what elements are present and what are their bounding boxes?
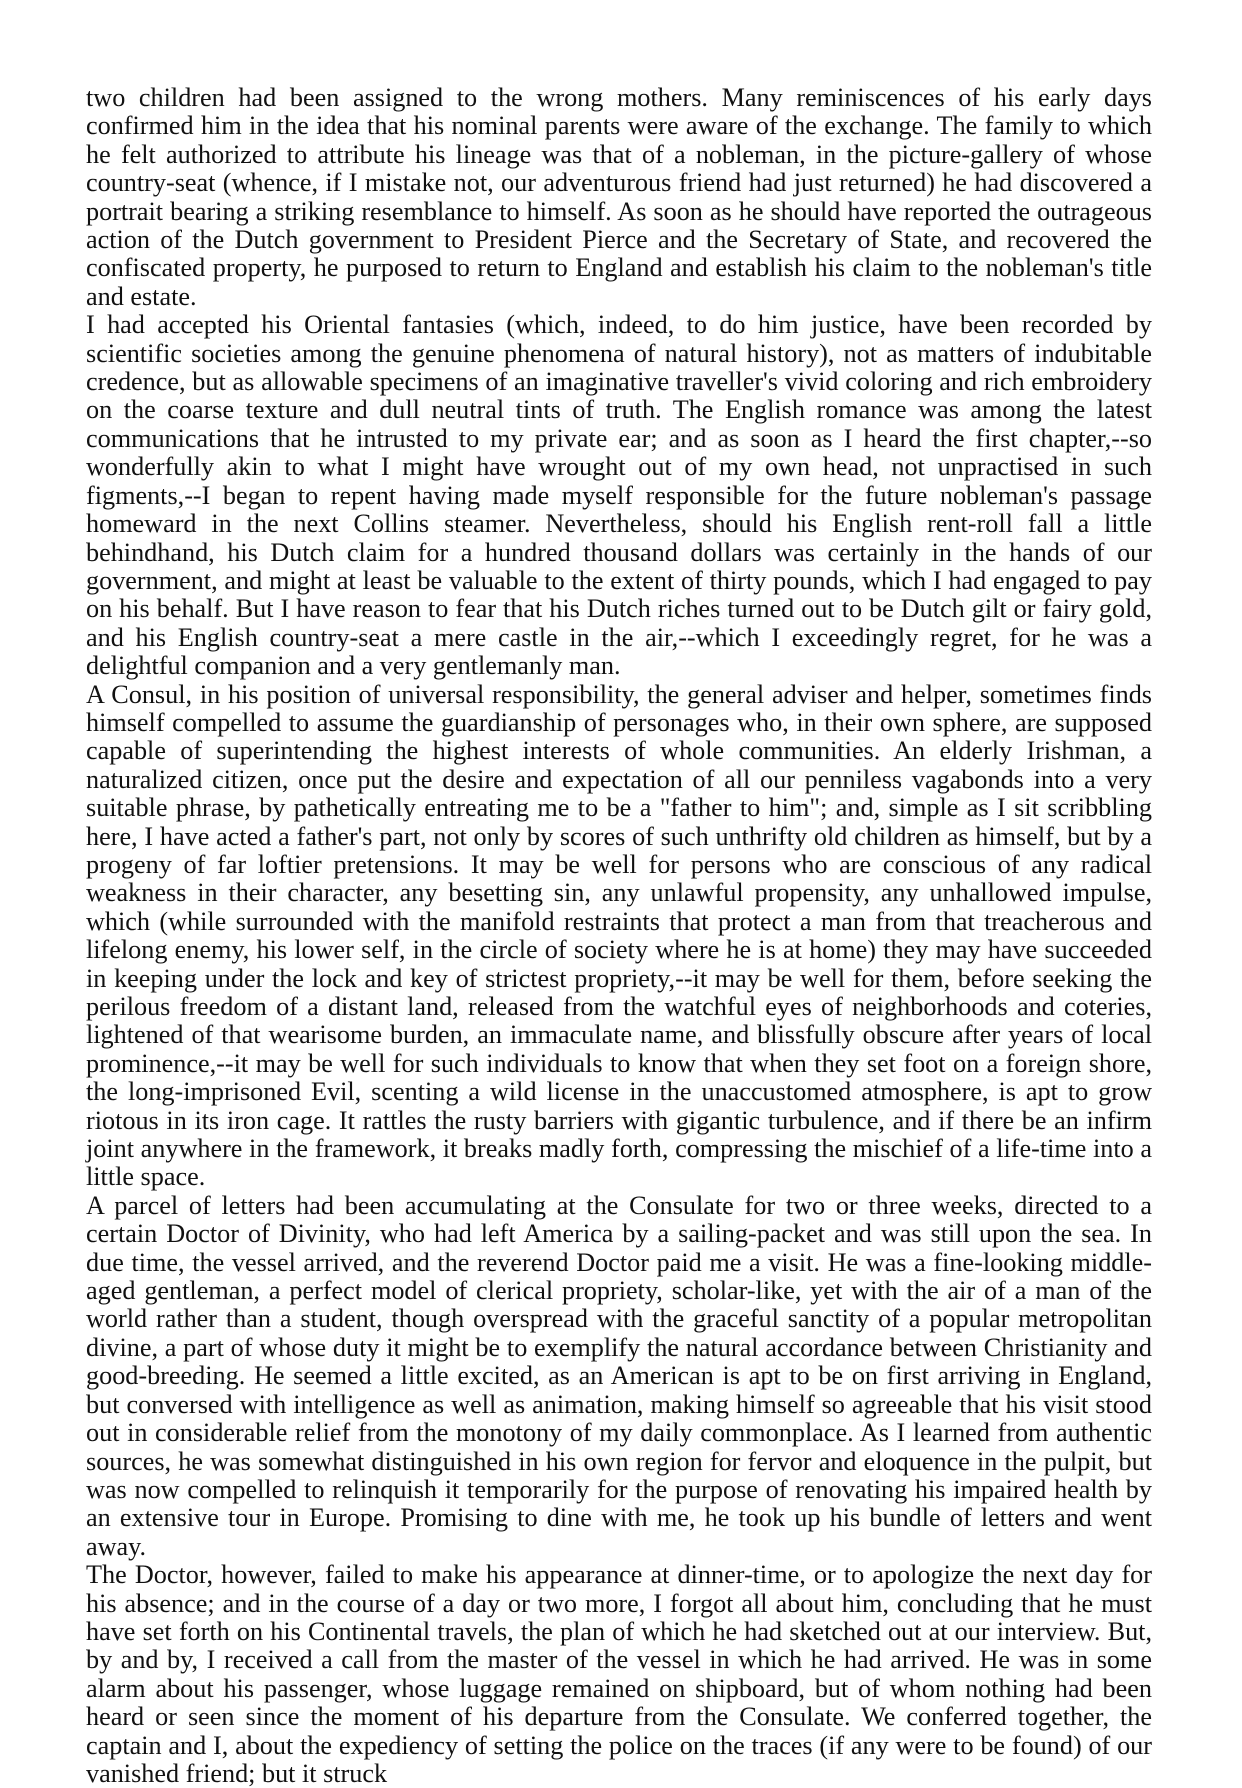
paragraph-consul-responsibility: A Consul, in his position of universal responsibility, the general adviser and helper, sometimes finds himself compelled to assume the guardianship of personages who, in their own sphere, are supposed capable of superintending the highest interests of whole communities. An elderly Irishman, a naturalized citizen, once put the desire and expectation of all our penniless vagabonds into a very suitable phrase, by pathetically entreating me to be a "father to him"; and, simple as I sit scribbling here, I have acted a father's part, not only by scores of such unthrifty old children as himself, but by a progeny of far loftier pretensions. It may be well for persons who are conscious of any radical weakness in their character, any besetting sin, any unlawful propensity, any unhallowed impulse, which (while surrounded with the manifold restraints that protect a man from that treacherous and lifelong enemy, his lower self, in the circle of society where he is at home) they may have succeeded in keeping under the lock and key of strictest propriety,--it may be well for them, before seeking the perilous freedom of a distant land, released from the watchful eyes of neighborhoods and coteries, lightened of that wearisome burden, an immaculate name, and blissfully obscure after years of local prominence,--it may be well for such individuals to know that when they set foot on a foreign shore, the long-imprisoned Evil, scenting a wild license in the unaccustomed atmosphere, is apt to grow riotous in its iron cage. It rattles the rusty barriers with gigantic turbulence, and if there be an infirm joint anywhere in the framework, it breaks madly forth, compressing the mischief of a life-time into a little space.	[86, 679, 1152, 1192]
document-page	[86, 84, 1152, 1788]
paragraph-changeling-claim: two children had been assigned to the wrong mothers. Many reminiscences of his early days confirmed him in the idea that his nominal parents were aware of the exchange. The family to which he felt authorized to attribute his lineage was that of a nobleman, in the picture-gallery of whose country-seat (whence, if I mistake not, our adventurous friend had just returned) he had discovered a portrait bearing a striking resemblance to himself. As soon as he should have reported the outrageous action of the Dutch government to President Pierce and the Secretary of State, and recovered the confiscated property, he purposed to return to England and establish his claim to the nobleman's title and estate.	[86, 83, 1152, 311]
paragraph-doctor-vanished: The Doctor, however, failed to make his appearance at dinner-time, or to apologize the next day for his absence; and in the course of a day or two more, I forgot all about him, concluding that he must have set forth on his Continental travels, the plan of which he had sketched out at our interview. But, by and by, I received a call from the master of the vessel in which he had arrived. He was in some alarm about his passenger, whose luggage remained on shipboard, but of whom nothing had been heard or seen since the moment of his departure from the Consulate. We conferred together, the captain and I, about the expediency of setting the police on the traces (if any were to be found) of our vanished friend; but it struck	[86, 1560, 1152, 1788]
paragraph-doctor-of-divinity: A parcel of letters had been accumulating at the Consulate for two or three weeks, directed to a certain Doctor of Divinity, who had left America by a sailing-packet and was still upon the sea. In due time, the vessel arrived, and the reverend Doctor paid me a visit. He was a fine-looking middle-aged gentleman, a perfect model of clerical propriety, scholar-like, yet with the air of a man of the world rather than a student, though overspread with the graceful sanctity of a popular metropolitan divine, a part of whose duty it might be to exemplify the natural accordance between Christianity and good-breeding. He seemed a little excited, as an American is apt to be on first arriving in England, but conversed with intelligence as well as animation, making himself so agreeable that his visit stood out in considerable relief from the monotony of my daily commonplace. As I learned from authentic sources, he was somewhat distinguished in his own region for fervor and eloquence in the pulpit, but was now compelled to relinquish it temporarily for the purpose of renovating his impaired health by an extensive tour in Europe. Promising to dine with me, he took up his bundle of letters and went away.	[86, 1190, 1152, 1561]
paragraph-oriental-fantasies: I had accepted his Oriental fantasies (which, indeed, to do him justice, have been recorded by scientific societies among the genuine phenomena of natural history), not as matters of indubitable credence, but as allowable specimens of an imaginative traveller's vivid coloring and rich embroidery on the coarse texture and dull neutral tints of truth. The English romance was among the latest communications that he intrusted to my private ear; and as soon as I heard the first chapter,--so wonderfully akin to what I might have wrought out of my own head, not unpractised in such figments,--I began to repent having made myself responsible for the future nobleman's passage homeward in the next Collins steamer. Nevertheless, should his English rent-roll fall a little behindhand, his Dutch claim for a hundred thousand dollars was certainly in the hands of our government, and might at least be valuable to the extent of thirty pounds, which I had engaged to pay on his behalf. But I have reason to fear that his Dutch riches turned out to be Dutch gilt or fairy gold, and his English country-seat a mere castle in the air,--which I exceedingly regret, for he was a delightful companion and a very gentlemanly man.	[86, 310, 1152, 681]
